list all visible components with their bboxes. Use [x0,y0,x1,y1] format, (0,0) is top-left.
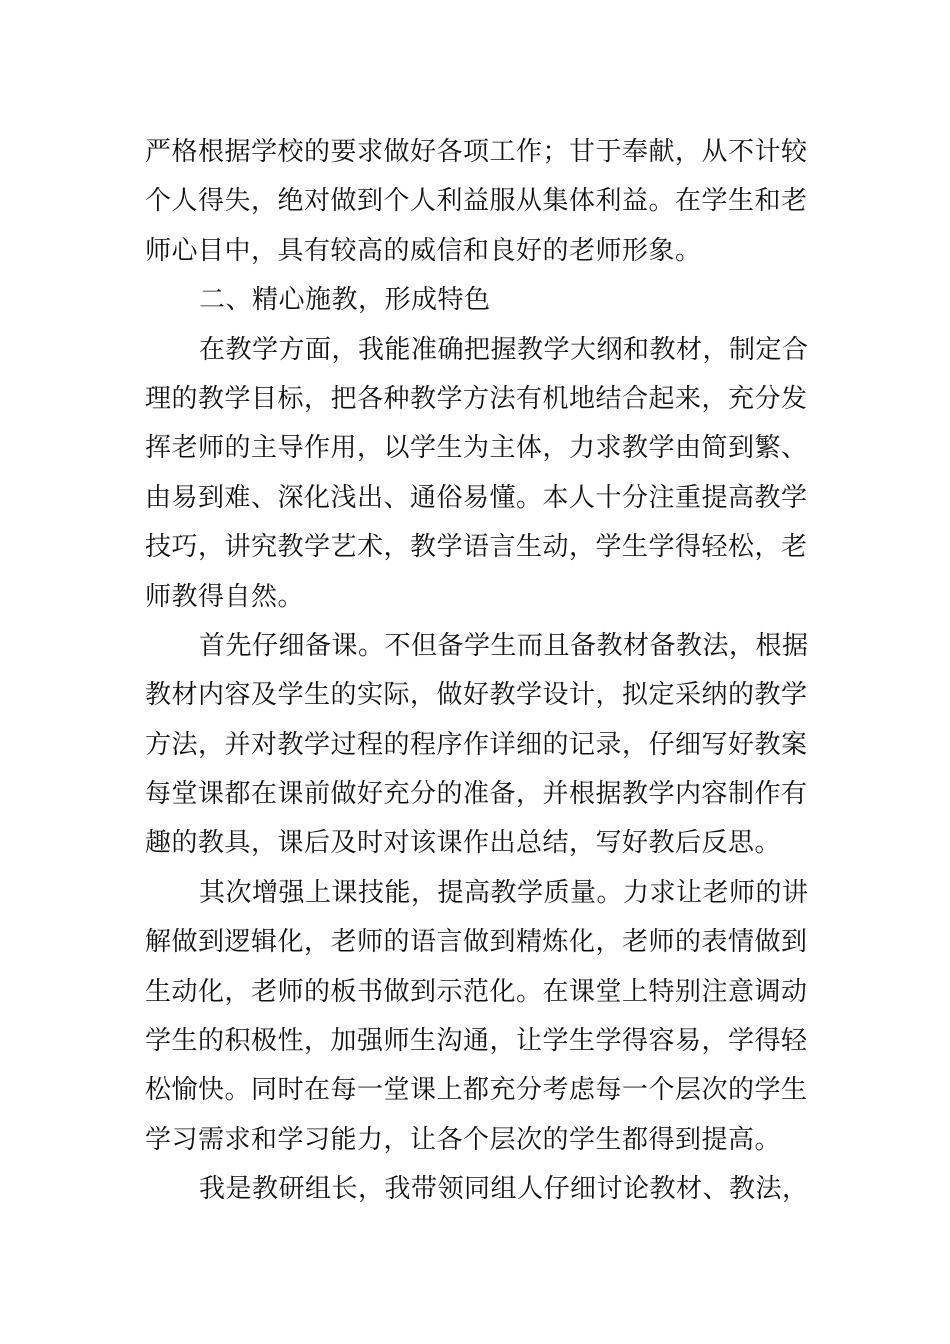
text-line: 挥老师的主导作用，以学生为主体，力求教学由简到繁、 [145,433,808,464]
text-line: 师心目中，具有较高的威信和良好的老师形象。 [145,235,702,266]
text-line: 个人得失，绝对做到个人利益服从集体利益。在学生和老 [145,186,808,217]
document-body [145,128,807,1215]
text-line: 由易到难、深化浅出、通俗易懂。本人十分注重提高教学 [145,482,808,513]
text-line: 每堂课都在课前做好充分的准备，并根据教学内容制作有 [145,779,808,810]
paragraph-start-line: 其次增强上课技能，提高教学质量。力求让老师的讲 [199,877,809,908]
text-line: 解做到逻辑化，老师的语言做到精炼化，老师的表情做到 [145,927,808,958]
text-line: 学习需求和学习能力，让各个层次的学生都得到提高。 [145,1124,782,1155]
text-line: 方法，并对教学过程的程序作详细的记录，仔细写好教案 [145,729,808,760]
text-line: 松愉快。同时在每一堂课上都充分考虑每一个层次的学生 [145,1075,808,1106]
text-line: 技巧，讲究教学艺术，教学语言生动，学生学得轻松，老 [145,532,808,563]
text-line: 严格根据学校的要求做好各项工作；甘于奉献，从不计较 [145,137,808,167]
text-line: 师教得自然。 [145,581,305,612]
text-line: 理的教学目标，把各种教学方法有机地结合起来，充分发 [145,383,808,414]
text-line: 生动化，老师的板书做到示范化。在课堂上特别注意调动 [145,976,808,1007]
paragraph-start-line: 在教学方面，我能准确把握教学大纲和教材，制定合 [199,334,809,365]
paragraph-start-line: 我是教研组长，我带领同组人仔细讨论教材、教法， [199,1174,809,1205]
text-line: 教材内容及学生的实际，做好教学设计，拟定采纳的教学 [145,680,808,711]
section-heading: 二、精心施教，形成特色 [199,285,491,316]
paragraph-start-line: 首先仔细备课。不但备学生而且备教材备教法，根据 [199,630,809,661]
text-line: 趣的教具，课后及时对该课作出总结，写好教后反思。 [145,828,782,859]
text-line: 学生的积极性，加强师生沟通，让学生学得容易，学得轻 [145,1026,808,1057]
